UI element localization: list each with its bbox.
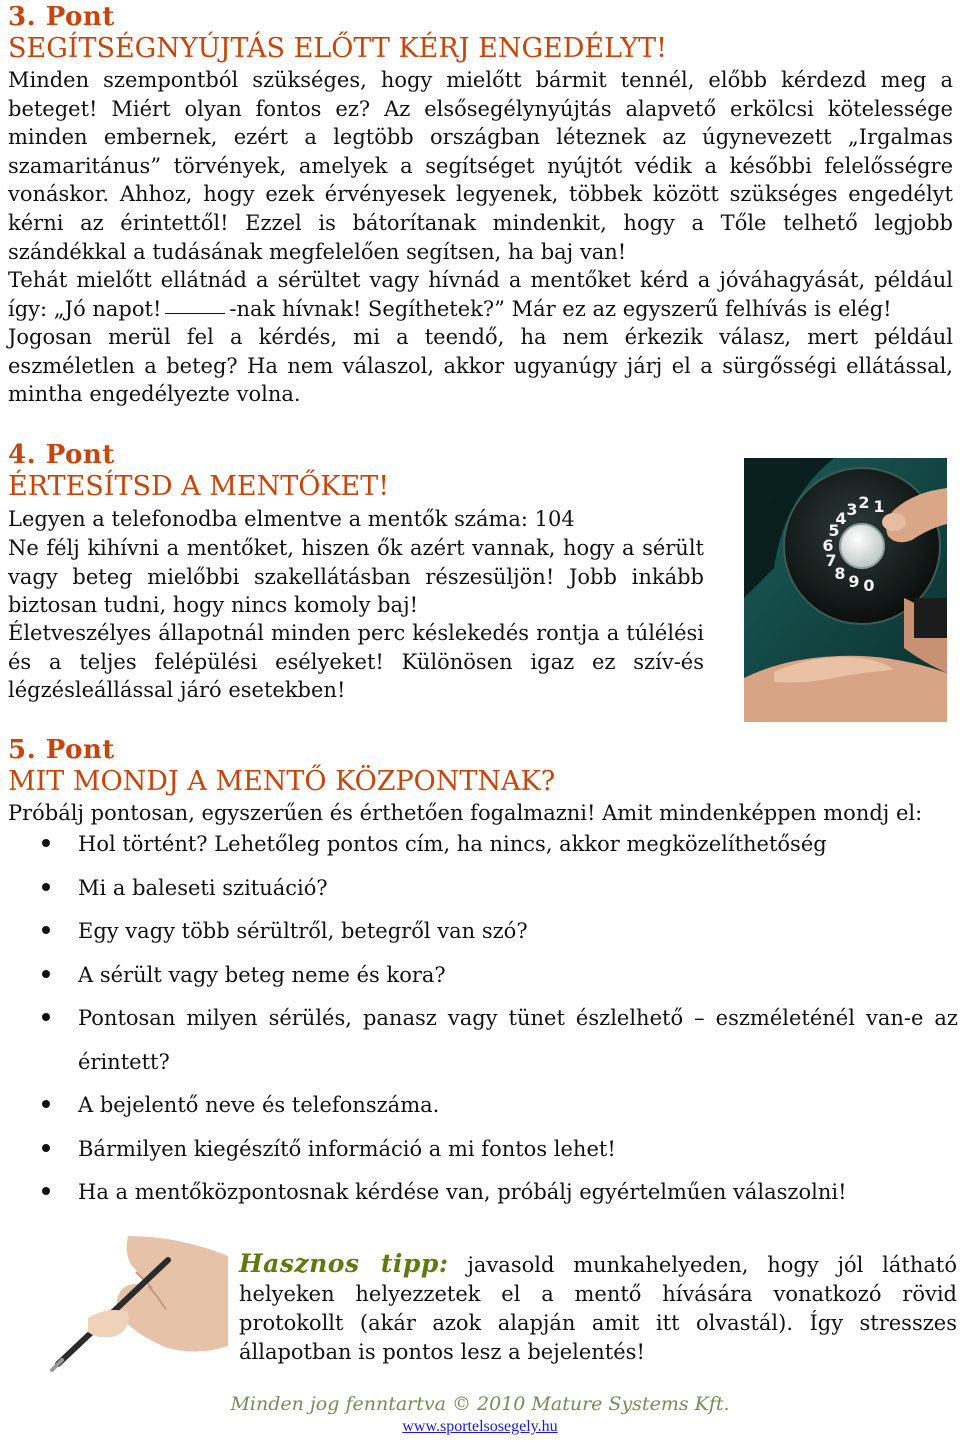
dial-digit: 0	[863, 576, 875, 595]
section3-paragraph-2-end: -nak hívnak! Segíthetek?” Már ez az egyszerű felhívás is elég!	[229, 296, 892, 321]
dial-digit: 3	[846, 500, 858, 519]
list-item	[8, 954, 958, 998]
hand-writing-image	[28, 1236, 228, 1376]
tip-text: javasold munkahelyeden, hogy jól látható helyeken helyezzetek el a mentő hívására vonatkozó rövid protokollt (akár azok alapján amit itt olvastál). Így stresszes állapotban is pontos lesz a bejelentés!	[239, 1253, 957, 1364]
footer-website-link[interactable]: www.sportelsosegely.hu	[402, 1418, 558, 1435]
list-item	[8, 1171, 958, 1215]
bullet-dot	[42, 970, 50, 978]
section3-paragraph-3: Jogosan merül fel a kérdés, mi a teendő, ha nem érkezik válasz, mert például eszméletlen a beteg? Ha nem válaszol, akkor ugyanúgy járj el a sürgősségi ellátással, mintha engedélyezte volna.	[8, 325, 953, 407]
list-item	[8, 867, 958, 911]
section5-intro: Próbálj pontosan, egyszerűen és érthetően fogalmazni! Amit mindenképpen mondj el:	[8, 801, 923, 825]
section4-heading: ÉRTESÍTSD A MENTŐKET!	[8, 471, 390, 502]
dial-digit: 9	[848, 572, 860, 591]
section3-paragraph-2	[8, 266, 953, 323]
section4-title: 4. Pont	[8, 440, 115, 470]
list-item-text: A sérült vagy beteg neme és kora?	[78, 962, 446, 987]
footer-copyright: Minden jog fenntartva © 2010 Mature Systems Kft.	[230, 1393, 730, 1415]
section5-heading: MIT MONDJ A MENTŐ KÖZPONTNAK?	[8, 766, 556, 797]
dial-digit: 8	[834, 564, 846, 583]
dial-digit: 7	[825, 551, 837, 570]
section4-paragraph-1: Ne félj kihívni a mentőket, hiszen ők azért vannak, hogy a sérült vagy beteg mielőbbi szakellátásban részesüljön! Jobb inkább biztosan tudni, hogy nincs komoly baj!	[8, 536, 704, 618]
list-item	[8, 997, 958, 1084]
list-item-text: Hol történt? Lehetőleg pontos cím, ha nincs, akkor megközelíthetőség	[78, 832, 827, 856]
bullet-dot	[42, 926, 50, 934]
list-item-text: A bejelentő neve és telefonszáma.	[78, 1093, 440, 1117]
dial-digit: 5	[828, 521, 840, 540]
section3-paragraph-1: Minden szempontból szükséges, hogy mielőtt bármit tennél, előbb kérdezd meg a beteget! Miért olyan fontos ez? Az elsősegélynyújtás alapvető erkölcsi kötelessége minden embernek, ezért a legtöbb országban léteznek az úgynevezett „Irgalmas szamaritánus” törvények, amelyek a segítséget nyújtót védik a későbbi felelősségre vonáskor. Ahhoz, hogy ezek érvényesek legyenek, többek között szükséges engedélyt kérni az érintettől! Ezzel is bátorítanak mindenkit, hogy a Tőle telhető legjobb szándékkal a tudásának megfelelően segítsen, ha baj van!	[8, 68, 953, 264]
list-item-text: Ha a mentőközpontosnak kérdése van, próbálj egyértelműen válaszolni!	[78, 1180, 847, 1204]
section4-paragraph-2: Életveszélyes állapotnál minden perc késlekedés rontja a túlélési és a teljes felépülési esélyeket! Különösen igaz ez szív-és légzésleállással járó esetekben!	[8, 621, 704, 703]
section4-phone-number-line: Legyen a telefonodba elmentve a mentők száma: 104	[8, 507, 575, 531]
list-item-text: Egy vagy több sérültről, betegről van szó?	[78, 919, 528, 943]
list-item	[8, 823, 958, 867]
list-item	[8, 1084, 958, 1128]
bullet-dot	[42, 1144, 50, 1152]
list-item-text: Bármilyen kiegészítő információ a mi fontos lehet!	[78, 1136, 616, 1161]
rotary-phone-image	[744, 458, 947, 722]
useful-tip	[239, 1249, 957, 1367]
list-item-text: Pontosan milyen sérülés, panasz vagy tünet észlelhető – eszméleténél van-e az érintett?	[78, 1006, 958, 1074]
bullet-dot	[42, 1013, 50, 1021]
section3-heading: SEGÍTSÉGNYÚJTÁS ELŐTT KÉRJ ENGEDÉLYT!	[8, 33, 667, 64]
section3-paragraph-2-start: Tehát mielőtt ellátnád a sérültet vagy hívnád a mentőket kérd a jóváhagyását, például így: „Jó napot!	[8, 268, 953, 321]
bullet-dot	[42, 1100, 50, 1108]
dial-digit: 1	[873, 497, 885, 516]
bullet-dot	[42, 1187, 50, 1195]
section5-title: 5. Pont	[8, 735, 115, 765]
dial-digit: 6	[822, 536, 834, 555]
tip-label: Hasznos tipp:	[239, 1249, 449, 1278]
checklist	[8, 823, 958, 1215]
name-blank-line	[165, 313, 225, 314]
dial-digit: 4	[835, 509, 847, 528]
bullet-dot	[42, 839, 50, 847]
list-item	[8, 1128, 958, 1172]
list-item-text: Mi a baleseti szituáció?	[78, 875, 328, 900]
bullet-dot	[42, 883, 50, 891]
list-item	[8, 910, 958, 954]
section3-title: 3. Pont	[8, 2, 115, 32]
dial-digit: 2	[858, 493, 870, 512]
